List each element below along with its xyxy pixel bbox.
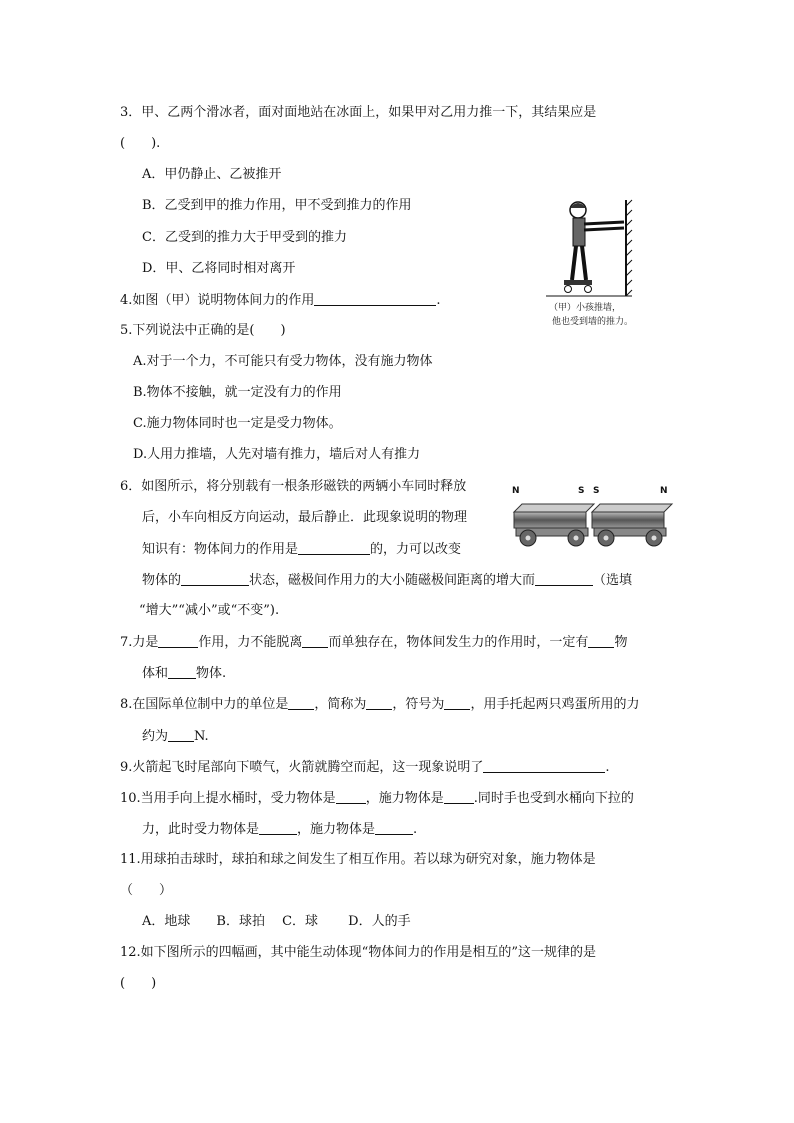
q6-line4: [142, 571, 632, 590]
pole-label-4: N: [660, 486, 668, 496]
q8-text-a: 8.在国际单位制中力的单位是: [120, 697, 289, 712]
q6-blank-2[interactable]: [181, 571, 249, 586]
q8-text-d: ，用手托起两只鸡蛋所用的力: [470, 697, 640, 712]
q10-blank-4[interactable]: [375, 820, 413, 835]
q8-text-b: ，简称为: [314, 697, 367, 712]
q3-stem-line2: ( ).: [120, 136, 161, 151]
figure-caption-line2: 他也受到墙的推力。: [552, 317, 634, 327]
q9-blank[interactable]: [483, 758, 605, 773]
q7-line1: [120, 633, 627, 652]
q4-end: .: [436, 293, 441, 308]
q6-blank-1[interactable]: [298, 540, 370, 555]
q12-stem-line2: ( ): [120, 976, 157, 991]
q11-options: A．地球 B．球拍 C．球 D．人的手: [142, 914, 411, 929]
q10-text-f: .: [413, 822, 418, 837]
q4-stem: 4.如图（甲）说明物体间力的作用: [120, 293, 315, 308]
q8-blank-3[interactable]: [444, 695, 470, 710]
q5-option-d: D.人用力推墙，人先对墙有推力，墙后对人有推力: [133, 447, 421, 462]
q7-blank-2[interactable]: [302, 633, 328, 648]
q4-line: [120, 291, 441, 310]
q7-text-a: 7.力是: [120, 635, 159, 650]
q7-blank-1[interactable]: [158, 633, 198, 648]
q11-stem-line1: 11.用球拍击球时，球拍和球之间发生了相互作用。若以球为研究对象，施力物体是: [120, 852, 596, 867]
q6-blank-3[interactable]: [535, 571, 593, 586]
q6-line4-text-c: （选填: [593, 573, 633, 588]
q10-line2: [142, 820, 417, 839]
q8-text-c: ，符号为: [392, 697, 445, 712]
q7-text-b: 作用，力不能脱离: [198, 635, 303, 650]
figure-caption-line1: （甲）小孩推墙，: [549, 303, 622, 313]
q10-text-a: 10.当用手向上提水桶时，受力物体是: [120, 791, 336, 806]
q6-line3: [142, 540, 461, 559]
q12-stem-line1: 12.如下图所示的四幅画，其中能生动体现“物体间力的作用是相互的”这一规律的是: [120, 945, 596, 960]
q5-option-b: B.物体不接触，就一定没有力的作用: [133, 385, 342, 400]
q7-text-d: 物: [614, 635, 628, 650]
q6-line3-text-a: 知识有：物体间力的作用是: [142, 542, 299, 557]
q7-line2: [142, 664, 226, 683]
q4-blank[interactable]: [314, 291, 436, 306]
q6-line2: 后，小车向相反方向运动，最后静止．此现象说明的物理: [142, 510, 468, 525]
q8-blank-2[interactable]: [366, 695, 392, 710]
q7-blank-4[interactable]: [168, 664, 196, 679]
q9-text-a: 9.火箭起飞时尾部向下喷气，火箭就腾空而起，这一现象说明了: [120, 760, 484, 775]
q6-line4-text-a: 物体的: [142, 573, 182, 588]
pole-label-1: N: [512, 486, 520, 496]
q10-text-b: ，施力物体是: [365, 791, 444, 806]
q3-option-b: B．乙受到甲的推力作用，甲不受到推力的作用: [142, 198, 412, 213]
q8-blank-1[interactable]: [288, 695, 314, 710]
q8-blank-4[interactable]: [168, 727, 194, 742]
q7-text-f: 物体.: [196, 666, 227, 681]
q8-line2: [142, 727, 209, 746]
q8-line1: [120, 695, 639, 714]
q10-blank-2[interactable]: [444, 789, 474, 804]
q8-text-e: 约为: [142, 729, 169, 744]
q6-line3-text-b: 的，力可以改变: [370, 542, 462, 557]
pole-label-2: S: [578, 486, 585, 496]
q6-line4-text-b: 状态，磁极间作用力的大小随磁极间距离的增大而: [249, 573, 536, 588]
child-pushing-wall-figure: [546, 196, 646, 308]
q9-text-b: .: [605, 760, 610, 775]
q10-text-e: ，施力物体是: [297, 822, 376, 837]
q7-text-e: 体和: [142, 666, 169, 681]
q6-line1: 6．如图所示，将分别载有一根条形磁铁的两辆小车同时释放: [120, 479, 467, 494]
q3-option-c: C．乙受到的推力大于甲受到的推力: [142, 230, 347, 245]
q9-line: [120, 758, 610, 777]
q5-stem: 5.下列说法中正确的是( ): [120, 323, 286, 338]
q7-blank-3[interactable]: [588, 633, 614, 648]
q10-blank-1[interactable]: [336, 789, 366, 804]
q3-stem-line1: 3．甲、乙两个滑冰者，面对面地站在冰面上，如果甲对乙用力推一下，其结果应是: [120, 105, 597, 120]
q6-line5: “增大”“减小”或“不变”).: [139, 603, 280, 618]
pole-label-3: S: [593, 486, 600, 496]
magnet-carts-figure: [508, 482, 676, 554]
q8-text-f: N.: [194, 729, 209, 744]
q10-text-c: .同时手也受到水桶向下拉的: [473, 791, 634, 806]
q3-option-d: D．甲、乙将同时相对离开: [142, 261, 296, 276]
q3-option-a: A．甲仍静止、乙被推开: [142, 167, 282, 182]
q10-blank-3[interactable]: [259, 820, 297, 835]
q11-stem-line2: （ ）: [120, 883, 173, 898]
q5-option-a: A.对于一个力，不可能只有受力物体，没有施力物体: [133, 354, 433, 369]
q5-option-c: C.施力物体同时也一定是受力物体。: [133, 416, 342, 431]
q7-text-c: 而单独存在，物体间发生力的作用时，一定有: [328, 635, 589, 650]
q10-text-d: 力，此时受力物体是: [142, 822, 260, 837]
q10-line1: [120, 789, 634, 808]
